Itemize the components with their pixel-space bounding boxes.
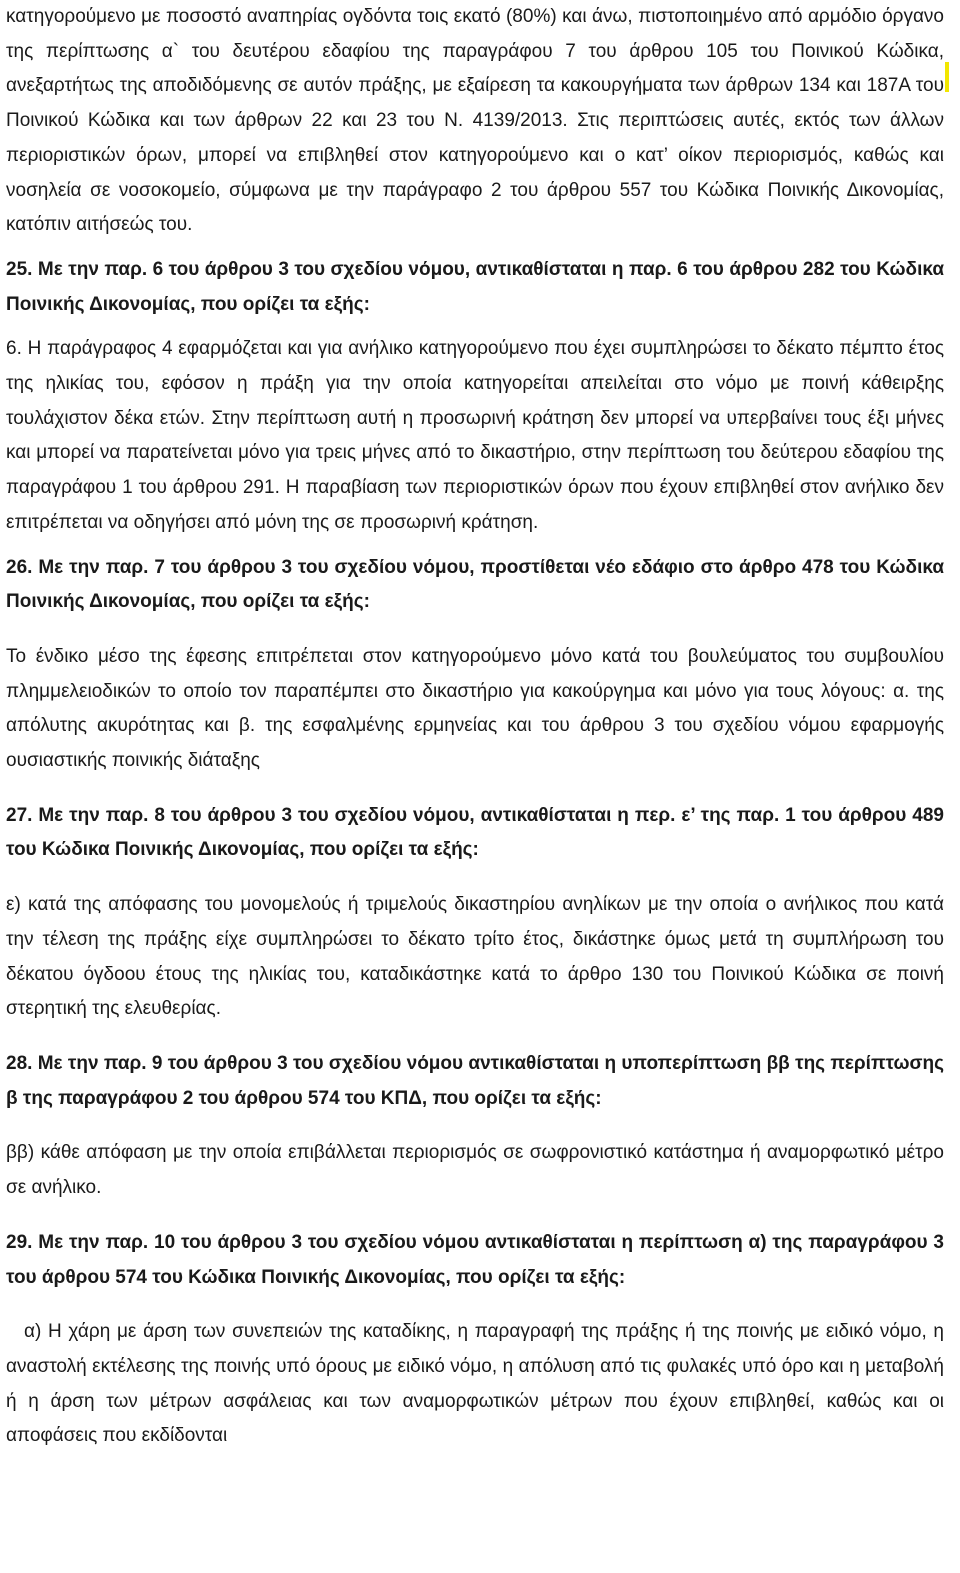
- paragraph-489-e: ε) κατά της απόφασης του μονομελούς ή τριμελούς δικαστηρίου ανηλίκων με την οποία ο ανήλικος που κατά την τέλεση της πράξης είχε συμπληρώσει το δέκατο τρίτο έτος, δικάστηκε όμως μετά τη συμπλήρωση του δέκατου όγδοου έτους της ηλικίας του, καταδικάστηκε κατά το άρθρο 130 του Ποινικού Κώδικα σε ποινή στερητική της ελευθερίας.: [6, 894, 944, 1020]
- section-heading-28: 28. Με την παρ. 9 του άρθρου 3 του σχεδίου νόμου αντικαθίσταται η υποπερίπτωση ββ της περίπτωσης β της παραγράφου 2 του άρθρου 574 του ΚΠΔ, που ορίζει τα εξής:: [6, 1052, 944, 1109]
- document-page: [6, 0, 944, 1454]
- highlight-marker: [945, 62, 949, 92]
- paragraph-574-a: α) Η χάρη με άρση των συνεπειών της καταδίκης, η παραγραφή της πράξης ή της ποινής με ειδικό νόμο, η αναστολή εκτέλεσης της ποινής υπό όρους με ειδικό νόμο, η απόλυση από τις φυλακές υπό όρο και η μεταβολή ή η άρση των μέτρων ασφάλειας και των αναμορφωτικών μέτρων που έχουν επιβληθεί, καθώς και οι αποφάσεις που εκδίδονται: [6, 1321, 944, 1447]
- paragraph-478: Το ένδικο μέσο της έφεσης επιτρέπεται στον κατηγορούμενο μόνο κατά του βουλεύματος του συμβουλίου πλημμελειοδικών το οποίο τον παραπέμπει στο δικαστήριο για κακούργημα και μόνο για τους λόγους: α. της απόλυτης ακυρότητας και β. της εσφαλμένης ερμηνείας και του άρθρου 3 του σχεδίου νόμου εφαρμογής ουσιαστικής ποινικής διάταξης: [6, 645, 944, 772]
- section-heading-29: 29. Με την παρ. 10 του άρθρου 3 του σχεδίου νόμου αντικαθίσταται η περίπτωση α) της παραγράφου 3 του άρθρου 574 του Κώδικα Ποινικής Δικονομίας, που ορίζει τα εξής:: [6, 1231, 944, 1288]
- paragraph-282-6: 6. Η παράγραφος 4 εφαρμόζεται και για ανήλικο κατηγορούμενο που έχει συμπληρώσει το δέκατο πέμπτο έτος της ηλικίας του, εφόσον η πράξη για την οποία κατηγορείται απειλείται στο νόμο με ποινή κάθειρξης τουλάχιστον δέκα ετών. Στην περίπτωση αυτή η προσωρινή κράτηση δεν μπορεί να υπερβαίνει τους έξι μήνες και μπορεί να παρατείνεται μόνο για τρεις μήνες από το δικαστήριο, στην περίπτωση του δεύτερου εδαφίου της παραγράφου 1 του άρθρου 291. Η παραβίαση των περιοριστικών όρων που έχουν επιβληθεί στον ανήλικο δεν επιτρέπεται να οδηγήσει από μόνη της σε προσωρινή κράτηση.: [6, 338, 944, 533]
- section-heading-27: 27. Με την παρ. 8 του άρθρου 3 του σχεδίου νόμου, αντικαθίσταται η περ. ε’ της παρ. 1 του άρθρου 489 του Κώδικα Ποινικής Δικονομίας, που ορίζει τα εξής:: [6, 804, 944, 861]
- section-heading-25: 25. Με την παρ. 6 του άρθρου 3 του σχεδίου νόμου, αντικαθίσταται η παρ. 6 του άρθρου 282 του Κώδικα Ποινικής Δικονομίας, που ορίζει τα εξής:: [6, 258, 944, 315]
- section-heading-26: 26. Με την παρ. 7 του άρθρου 3 του σχεδίου νόμου, προστίθεται νέο εδάφιο στο άρθρο 478 του Κώδικα Ποινικής Δικονομίας, που ορίζει τα εξής:: [6, 556, 944, 613]
- paragraph-574-bb: ββ) κάθε απόφαση με την οποία επιβάλλεται περιορισμός σε σωφρονιστικό κατάστημα ή αναμορφωτικό μέτρο σε ανήλικο.: [6, 1142, 944, 1199]
- paragraph-continuation: κατηγορούμενο με ποσοστό αναπηρίας ογδόντα τοις εκατό (80%) και άνω, πιστοποιημένο από αρμόδιο όργανο της περίπτωσης α` του δευτέρου εδαφίου της παραγράφου 7 του άρθρου 105 του Ποινικού Κώδικα, ανεξαρτήτως της αποδιδόμενης σε αυτόν πράξης, με εξαίρεση τα κακουργήματα των άρθρων 134 και 187Α του Ποινικού Κώδικα και των άρθρων 22 και 23 του Ν. 4139/2013. Στις περιπτώσεις αυτές, εκτός των άλλων περιοριστικών όρων, μπορεί να επιβληθεί στον κατηγορούμενο και ο κατ’ οίκον περιορισμός, καθώς και νοσηλεία σε νοσοκομείο, σύμφωνα με την παράγραφο 2 του άρθρου 557 του Κώδικα Ποινικής Δικονομίας, κατόπιν αιτήσεώς του.: [6, 6, 944, 236]
